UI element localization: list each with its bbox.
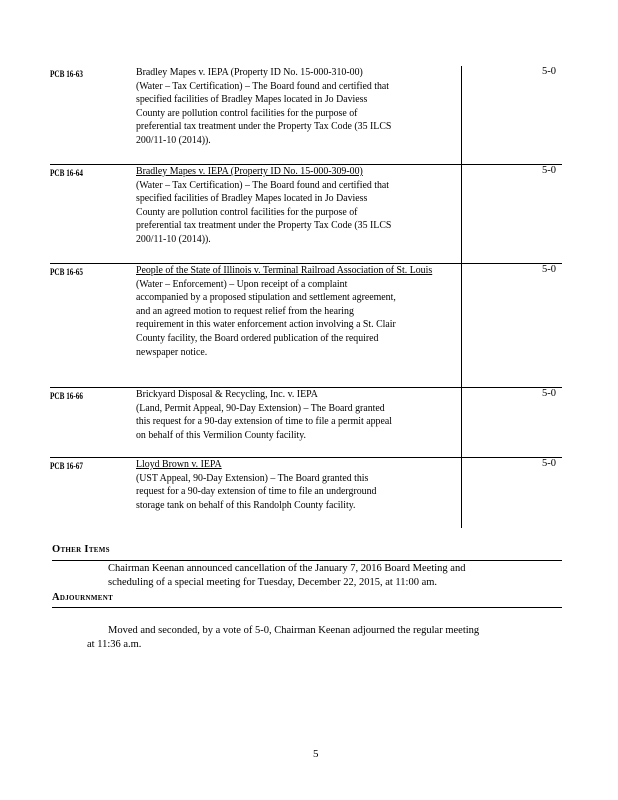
- case-line: on behalf of this Vermilion County facility.: [136, 429, 306, 441]
- case-vote: 5-0: [461, 388, 562, 457]
- case-description: [136, 165, 461, 263]
- case-vote: 5-0: [461, 458, 562, 528]
- case-line: County are pollution control facilities for the purpose of: [136, 107, 358, 119]
- case-line: accompanied by a proposed stipulation and settlement agreement,: [136, 292, 396, 304]
- case-description: [136, 264, 461, 387]
- case-row: [50, 458, 562, 528]
- case-number: PCB 16-64: [50, 168, 83, 178]
- adjournment-line: Moved and seconded, by a vote of 5-0, Chairman Keenan adjourned the regular meeting: [108, 625, 480, 636]
- other-items-text: [108, 562, 465, 590]
- case-line: 200/11-10 (2014)).: [136, 233, 211, 245]
- section-rule: [52, 607, 562, 608]
- other-items-line: scheduling of a special meeting for Tuesday, December 22, 2015, at 11:00 am.: [108, 577, 438, 588]
- adjournment-text-cont: [87, 638, 141, 652]
- case-title: People of the State of Illinois v. Terminal Railroad Association of St. Louis: [136, 265, 433, 276]
- section-rule: [52, 560, 562, 561]
- case-line: specified facilities of Bradley Mapes located in Jo Daviess: [136, 94, 368, 106]
- case-line: (Water – Tax Certification) – The Board found and certified that: [136, 80, 390, 92]
- adjournment-heading: Adjournment: [52, 592, 114, 603]
- case-line: 200/11-10 (2014)).: [136, 134, 211, 146]
- case-description: [136, 458, 461, 528]
- case-vote: 5-0: [461, 66, 562, 164]
- case-line: (Water – Tax Certification) – The Board found and certified that: [136, 179, 390, 191]
- case-line: County are pollution control facilities for the purpose of: [136, 206, 358, 218]
- case-line: preferential tax treatment under the Property Tax Code (35 ILCS: [136, 121, 392, 133]
- case-line: and an agreed motion to request relief from the hearing: [136, 305, 354, 317]
- case-row: [50, 388, 562, 458]
- case-table: [50, 66, 562, 528]
- case-line: (UST Appeal, 90-Day Extension) – The Board granted this: [136, 472, 369, 484]
- case-line: newspaper notice.: [136, 346, 208, 358]
- other-items-heading: Other Items: [52, 544, 110, 555]
- case-row: [50, 66, 562, 165]
- case-line: (Water – Enforcement) – Upon receipt of a complaint: [136, 278, 348, 290]
- case-description: [136, 66, 461, 164]
- adjournment-text: [108, 624, 479, 638]
- case-line: requirement in this water enforcement action involving a St. Clair: [136, 319, 396, 331]
- case-description: [136, 388, 461, 457]
- case-line: specified facilities of Bradley Mapes located in Jo Daviess: [136, 193, 368, 205]
- case-title: Bradley Mapes v. IEPA (Property ID No. 15-000-309-00): [136, 166, 363, 177]
- case-number: PCB 16-67: [50, 461, 83, 471]
- case-title: Lloyd Brown v. IEPA: [136, 459, 222, 470]
- case-vote: 5-0: [461, 264, 562, 387]
- adjournment-line: at 11:36 a.m.: [87, 639, 142, 650]
- other-items-line: Chairman Keenan announced cancellation of the January 7, 2016 Board Meeting and: [108, 563, 466, 574]
- case-number: PCB 16-63: [50, 69, 83, 79]
- case-number: PCB 16-66: [50, 391, 83, 401]
- case-vote: 5-0: [461, 165, 562, 263]
- case-line: (Land, Permit Appeal, 90-Day Extension) – The Board granted: [136, 402, 385, 414]
- case-title: Brickyard Disposal & Recycling, Inc. v. IEPA: [136, 389, 318, 400]
- page-number: 5: [313, 748, 319, 760]
- case-number: PCB 16-65: [50, 267, 83, 277]
- case-line: request for a 90-day extension of time to file an underground: [136, 486, 377, 498]
- case-row: [50, 165, 562, 264]
- case-row: [50, 264, 562, 388]
- case-title: Bradley Mapes v. IEPA (Property ID No. 15-000-310-00): [136, 67, 363, 78]
- case-line: this request for a 90-day extension of time to file a permit appeal: [136, 416, 393, 428]
- case-line: storage tank on behalf of this Randolph County facility.: [136, 499, 356, 511]
- case-line: preferential tax treatment under the Property Tax Code (35 ILCS: [136, 220, 392, 232]
- case-line: County facility, the Board ordered publication of the required: [136, 332, 379, 344]
